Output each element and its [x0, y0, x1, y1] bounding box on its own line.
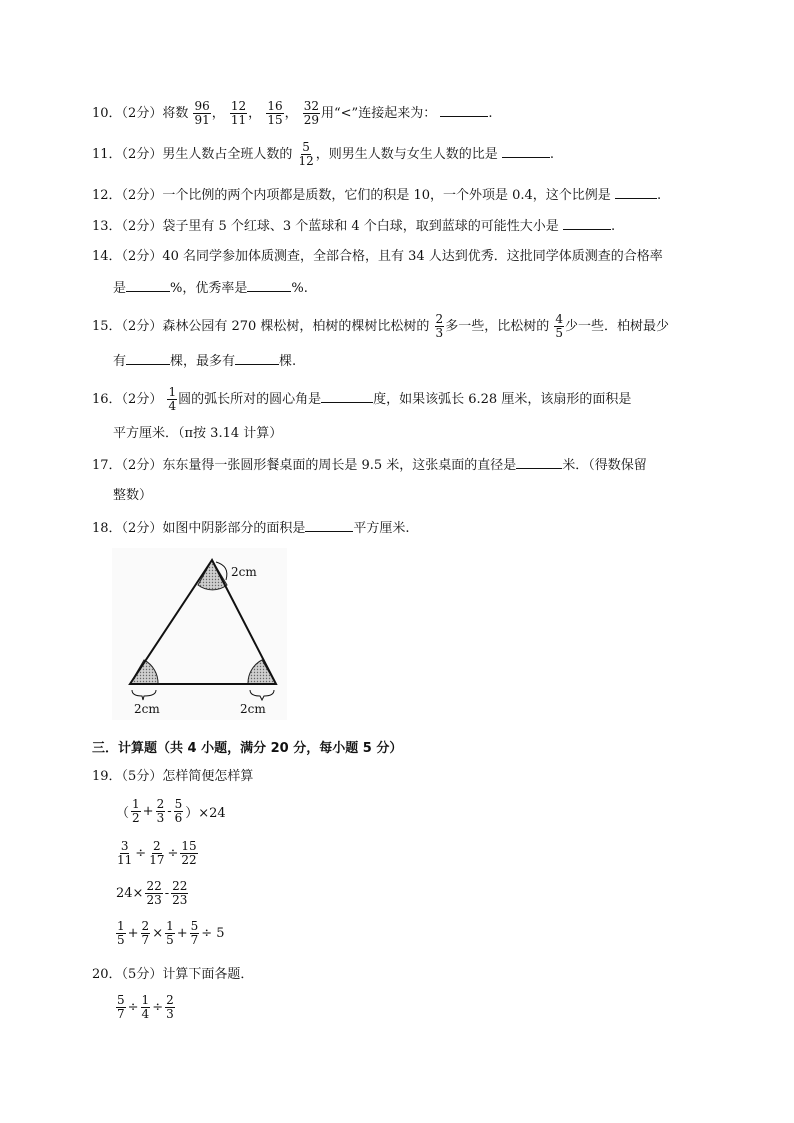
- question-10-text: 10．（2分）将数: [92, 106, 189, 121]
- answer-blank[interactable]: [440, 104, 488, 117]
- question-18-text: 18．（2分）如图中阴影部分的面积是: [92, 521, 306, 536]
- fraction: $\frac{96}{91}$: [194, 99, 210, 127]
- question-13: 13．（2分）袋子里有 5 个红球、3 个蓝球和 4 个白球，取到蓝球的可能性大小是 .: [92, 219, 616, 234]
- fraction: $\frac{2}{3}$: [435, 312, 444, 340]
- question-20: [92, 966, 704, 984]
- answer-blank[interactable]: [305, 519, 353, 532]
- question-10: 10．（2分）将数 $\frac{96}{91}$ ， $\frac{12}{11}$ ， $\frac{16}{15}$ ， $\frac{32}{29}$ 用“<”连接起来为： .: [92, 99, 493, 127]
- fraction: $\frac{12}{11}$: [230, 99, 247, 127]
- label-top: 2cm: [231, 565, 257, 579]
- question-18: 18．（2分）如图中阴影部分的面积是 平方厘米.: [92, 521, 410, 536]
- answer-blank[interactable]: [321, 390, 373, 403]
- question-15-line2: 有 棵，最多有 棵.: [113, 354, 297, 369]
- expression-19-4: $\frac{1}{5}$ + $\frac{2}{7}$ × $\frac{1}{5}$ + $\frac{5}{7}$ ÷ 5: [117, 919, 225, 947]
- question-19-text: 19．（5分）怎样简便怎样算: [92, 769, 254, 784]
- expression-19-2: $\frac{3}{11}$ ÷ $\frac{2}{17}$ ÷ $\frac{15}{22}$: [117, 839, 197, 867]
- answer-blank[interactable]: [516, 456, 562, 469]
- shaded-sector-right: [248, 660, 276, 684]
- answer-blank[interactable]: [563, 217, 611, 230]
- answer-blank[interactable]: [126, 279, 170, 292]
- brace-left: [132, 690, 156, 700]
- answer-blank[interactable]: [247, 279, 291, 292]
- question-17-text: 17．（2分）东东量得一张圆形餐桌面的周长是 9.5 米，这张桌面的直径是: [92, 458, 517, 473]
- question-19: [92, 768, 704, 786]
- question-15: 15．（2分）森林公园有 270 棵松树，柏树的棵树比松树的 $\frac{2}{3}$ 多一些，比松树的 $\frac{4}{5}$ 少一些．柏树最少: [92, 312, 669, 340]
- question-11: 11．（2分）男生人数占全班人数的 $\frac{5}{12}$ ，则男生人数与女生人数的比是 .: [92, 140, 555, 168]
- question-12: 12．（2分）一个比例的两个内项都是质数，它们的积是 10，一个外项是 0.4，这个比例是 .: [92, 188, 662, 203]
- question-14-line2: 是 %，优秀率是 %.: [113, 281, 308, 296]
- answer-blank[interactable]: [126, 352, 170, 365]
- fraction: $\frac{16}{15}$: [267, 99, 283, 127]
- question-15-text: 15．（2分）森林公园有 270 棵松树，柏树的棵树比松树的: [92, 319, 430, 334]
- question-11-text: 11．（2分）男生人数占全班人数的: [92, 147, 293, 162]
- question-13-text: 13．（2分）袋子里有 5 个红球、3 个蓝球和 4 个白球，取到蓝球的可能性大小是: [92, 219, 559, 234]
- question-14: [92, 248, 704, 266]
- label-left: 2cm: [134, 702, 160, 716]
- question-14-text: 14．（2分）40 名同学参加体质测查，全部合格，且有 34 人达到优秀．这批同学体质测查的合格率: [92, 249, 663, 264]
- question-16-line2: 平方厘米．（π按 3.14 计算）: [113, 426, 283, 441]
- question-20-text: 20．（5分）计算下面各题．: [92, 967, 254, 982]
- answer-blank[interactable]: [235, 352, 279, 365]
- triangle-figure: [112, 548, 287, 720]
- fraction: $\frac{4}{5}$: [555, 312, 563, 340]
- answer-blank[interactable]: [502, 145, 550, 158]
- triangle-diagram: [112, 548, 287, 720]
- expression-19-1: （ $\frac{1}{2}$ + $\frac{2}{3}$ - $\frac{5}{6}$ ）×24: [116, 797, 226, 825]
- question-16-text: 16．（2分）: [92, 392, 163, 407]
- label-right: 2cm: [240, 702, 266, 716]
- question-16: 16．（2分） $\frac{1}{4}$ 圆的弧长所对的圆心角是 度，如果该弧长 6.28 厘米，该扇形的面积是: [92, 385, 632, 413]
- fraction: $\frac{1}{4}$: [168, 385, 177, 413]
- question-17-line2: 整数）: [113, 488, 153, 503]
- expression-19-3: 24× $\frac{22}{23}$ - $\frac{22}{23}$: [116, 879, 188, 907]
- fraction: $\frac{32}{29}$: [303, 99, 320, 127]
- fraction: $\frac{5}{12}$: [298, 140, 314, 168]
- brace-right: [250, 690, 274, 700]
- expression-20-1: $\frac{5}{7}$ ÷ $\frac{1}{4}$ ÷ $\frac{2}{3}$: [117, 993, 174, 1021]
- question-12-text: 12．（2分）一个比例的两个内项都是质数，它们的积是 10，一个外项是 0.4，这个比例是: [92, 188, 611, 203]
- answer-blank[interactable]: [615, 186, 657, 199]
- section-heading: 三．计算题（共 4 小题，满分 20 分，每小题 5 分）: [92, 741, 403, 756]
- question-17: 17．（2分）东东量得一张圆形餐桌面的周长是 9.5 米，这张桌面的直径是 米．（得数保留: [92, 458, 647, 473]
